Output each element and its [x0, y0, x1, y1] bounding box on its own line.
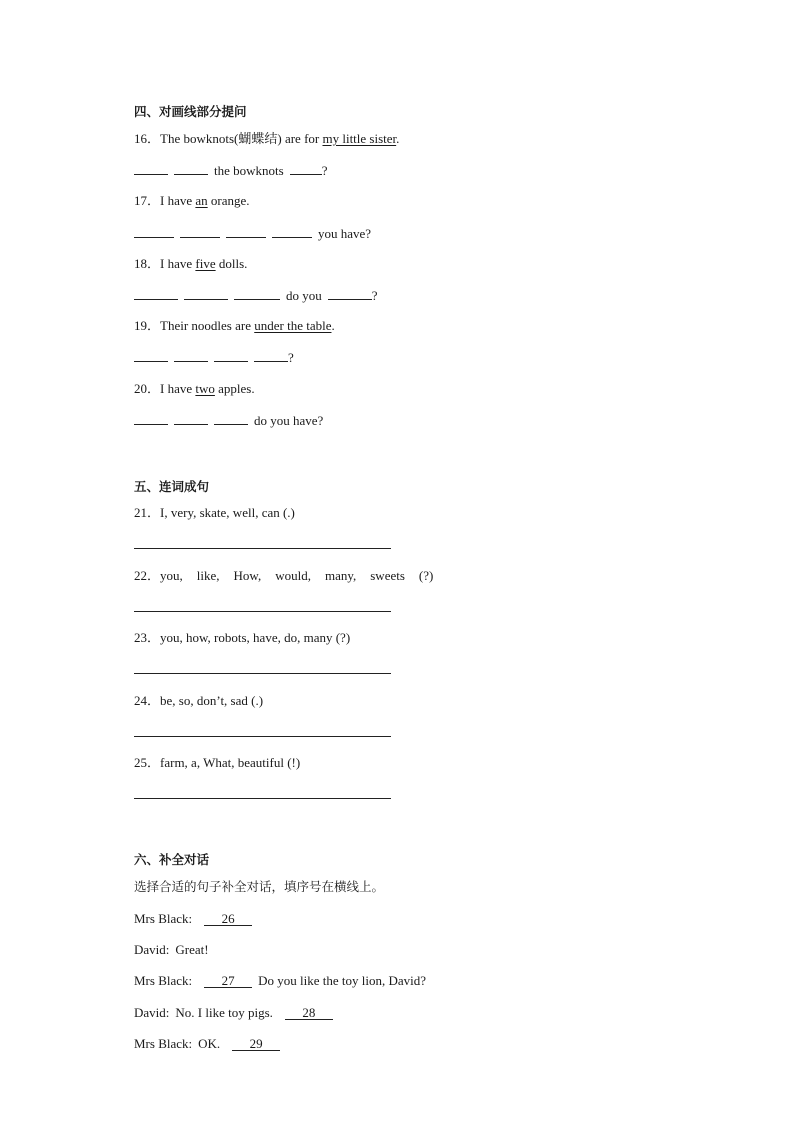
word: many,	[324, 568, 357, 583]
answer-18	[134, 287, 378, 304]
answer-blank[interactable]	[174, 412, 208, 425]
answer-blank[interactable]	[328, 287, 372, 300]
answer-17	[134, 225, 371, 242]
speaker: David:	[134, 942, 170, 957]
dialogue-text: Do you like the toy lion, David?	[258, 973, 427, 988]
answer-mid: do you	[286, 288, 322, 303]
answer-end: ?	[371, 288, 378, 303]
question-text: I have	[160, 193, 196, 208]
answer-blank[interactable]	[134, 412, 168, 425]
answer-word: the bowknots	[214, 163, 284, 178]
question-words: I, very, skate, well, can (.)	[160, 505, 295, 520]
question-17	[134, 193, 250, 209]
word: How,	[233, 568, 262, 583]
question-number: 23．	[134, 630, 161, 645]
answer-blank[interactable]	[272, 225, 312, 238]
question-text-end: .	[331, 318, 335, 333]
question-text: The bowknots(蝴蝶结) are for	[160, 131, 323, 146]
question-20	[134, 381, 255, 397]
underlined-part: two	[195, 381, 215, 396]
question-words: you, how, robots, have, do, many (?)	[160, 630, 351, 645]
question-number: 20．	[134, 381, 161, 396]
question-number: 18．	[134, 256, 161, 271]
answer-blank[interactable]	[134, 349, 168, 362]
dialogue-text: No. I like toy pigs.	[175, 1005, 273, 1020]
question-text-end: orange.	[207, 193, 250, 208]
answer-tail: you have?	[318, 226, 372, 241]
question-23	[134, 630, 350, 646]
word: you,	[160, 568, 183, 583]
section-6-title: 六、补全对话	[134, 852, 210, 867]
answer-blank[interactable]	[290, 162, 322, 175]
answer-blank[interactable]	[180, 225, 220, 238]
question-19	[134, 318, 335, 334]
dialogue-line-1	[134, 911, 252, 927]
underlined-part: five	[195, 256, 216, 271]
question-number: 22．	[134, 568, 161, 583]
question-words: farm, a, What, beautiful (!)	[160, 755, 301, 770]
question-22	[134, 568, 433, 584]
question-number: 24．	[134, 693, 161, 708]
section-5-title: 五、连词成句	[134, 479, 210, 494]
question-words: be, so, don’t, sad (.)	[160, 693, 264, 708]
answer-line-21[interactable]	[134, 548, 391, 549]
question-number: 16．	[134, 131, 161, 146]
underlined-part: my little sister	[322, 131, 397, 146]
question-number: 21．	[134, 505, 161, 520]
word: sweets	[370, 568, 405, 583]
answer-line-22[interactable]	[134, 611, 391, 612]
word: (?)	[418, 568, 434, 583]
dialogue-blank[interactable]: 29	[232, 1037, 280, 1051]
answer-20	[134, 412, 323, 429]
answer-line-24[interactable]	[134, 736, 391, 737]
dialogue-line-4	[134, 1005, 333, 1021]
speaker: Mrs Black:	[134, 911, 193, 926]
dialogue-text: OK.	[198, 1036, 221, 1051]
answer-blank[interactable]	[234, 287, 280, 300]
dialogue-blank[interactable]: 27	[204, 974, 252, 988]
underlined-part: under the table	[254, 318, 332, 333]
dialogue-line-2	[134, 942, 209, 958]
question-25	[134, 755, 300, 771]
answer-blank[interactable]	[254, 349, 288, 362]
speaker: Mrs Black:	[134, 973, 193, 988]
question-number: 25．	[134, 755, 161, 770]
answer-blank[interactable]	[184, 287, 228, 300]
answer-end: ?	[288, 350, 294, 365]
answer-blank[interactable]	[174, 162, 208, 175]
question-24	[134, 693, 263, 709]
question-18	[134, 256, 247, 272]
answer-blank[interactable]	[134, 225, 174, 238]
speaker: Mrs Black:	[134, 1036, 193, 1051]
dialogue-line-5	[134, 1036, 280, 1052]
question-text-end: apples.	[214, 381, 255, 396]
question-text: Their noodles are	[160, 318, 255, 333]
question-text-end: dolls.	[215, 256, 248, 271]
underlined-part: an	[195, 193, 208, 208]
question-number: 17．	[134, 193, 161, 208]
answer-line-25[interactable]	[134, 798, 391, 799]
answer-blank[interactable]	[226, 225, 266, 238]
question-16	[134, 131, 399, 147]
dialogue-blank[interactable]: 28	[285, 1006, 333, 1020]
answer-blank[interactable]	[134, 287, 178, 300]
word: would,	[275, 568, 311, 583]
answer-19	[134, 349, 294, 366]
dialogue-line-3	[134, 973, 426, 989]
answer-end: ?	[321, 163, 328, 178]
answer-16	[134, 162, 327, 179]
question-text: I have	[160, 256, 196, 271]
answer-tail: do you have?	[254, 413, 324, 428]
answer-blank[interactable]	[214, 412, 248, 425]
question-text-end: .	[396, 131, 400, 146]
answer-blank[interactable]	[214, 349, 248, 362]
dialogue-blank[interactable]: 26	[204, 912, 252, 926]
speaker: David:	[134, 1005, 170, 1020]
answer-line-23[interactable]	[134, 673, 391, 674]
section-6-instruction: 选择合适的句子补全对话，填序号在横线上。	[134, 879, 385, 894]
question-text: I have	[160, 381, 196, 396]
dialogue-text: Great!	[175, 942, 209, 957]
word: like,	[196, 568, 220, 583]
answer-blank[interactable]	[134, 162, 168, 175]
question-number: 19．	[134, 318, 161, 333]
section-4-title: 四、对画线部分提问	[134, 104, 247, 119]
answer-blank[interactable]	[174, 349, 208, 362]
question-21	[134, 505, 295, 521]
